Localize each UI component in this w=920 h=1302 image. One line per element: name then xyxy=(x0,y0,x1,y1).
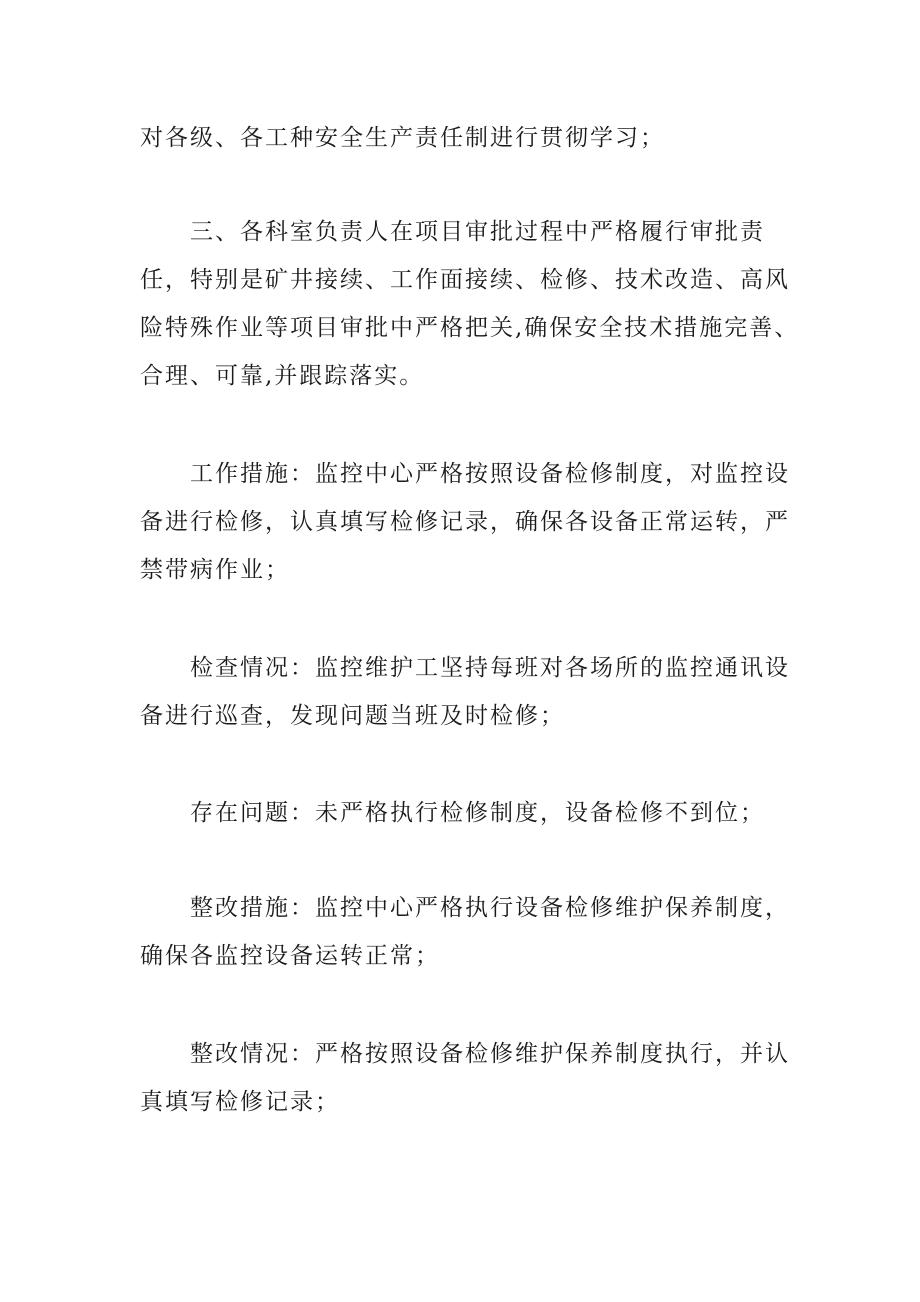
paragraph-existing-problems: 存在问题：未严格执行检修制度，设备检修不到位； xyxy=(190,800,765,826)
paragraph-inspection-status: 检查情况：监控维护工坚持每班对各场所的监控通讯设备进行巡查，发现问题当班及时检修； xyxy=(140,655,790,729)
paragraph-rectification-measures: 整改措施：监控中心严格执行设备检修维护保养制度，确保各监控设备运转正常； xyxy=(140,895,790,969)
paragraph-work-measures: 工作措施：监控中心严格按照设备检修制度，对监控设备进行检修，认真填写检修记录，确保各设备正常运转，严禁带病作业； xyxy=(140,461,790,583)
paragraph-continuation: 对各级、各工种安全生产责任制进行贯彻学习； xyxy=(140,125,665,151)
paragraph-approval-responsibility: 三、各科室负责人在项目审批过程中严格履行审批责任，特别是矿井接续、工作面接续、检修、技术改造、高风险特殊作业等项目审批中严格把关,确保安全技术措施完善、合理、可靠,并跟踪落实。 xyxy=(140,219,800,389)
paragraph-rectification-status: 整改情况：严格按照设备检修维护保养制度执行，并认真填写检修记录； xyxy=(140,1041,790,1115)
